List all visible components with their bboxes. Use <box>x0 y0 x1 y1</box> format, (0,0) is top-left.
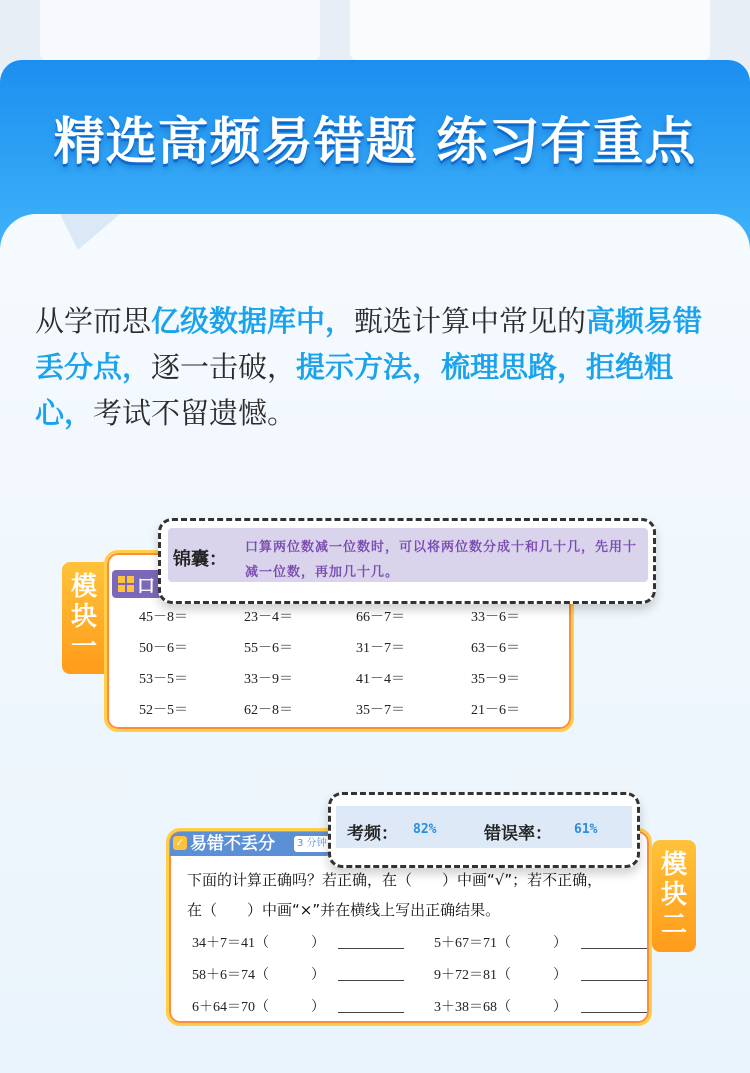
check-item: 58＋6＝74（ ） <box>192 968 325 983</box>
problem-item: 45－8＝ <box>139 610 188 625</box>
check-item: 5＋67＝71（ ） <box>434 936 567 951</box>
frequency-value: 82% <box>413 822 437 837</box>
answer-blank-line[interactable] <box>338 980 404 981</box>
module-two-tag: 模块二 <box>652 840 696 952</box>
faded-preview-left <box>40 0 320 62</box>
problem-item: 21－6＝ <box>471 703 520 718</box>
intro-highlight-1: 亿级数据库中， <box>151 304 355 338</box>
check-icon: ✓ <box>173 836 187 850</box>
banner-title: 精选高频易错题 练习有重点 <box>53 113 697 172</box>
answer-blank-line[interactable] <box>581 1012 647 1013</box>
tip-text: 口算两位数减一位数时，可以将两位数分成十和几十几，先用十减一位数，再加几十几。 <box>245 540 638 580</box>
problem-item: 53－5＝ <box>139 672 188 687</box>
intro-highlight-2: 高频易错丢分点， <box>35 304 703 384</box>
answer-blank-line[interactable] <box>581 948 647 949</box>
timer-badge: 3 分钟 <box>294 836 330 852</box>
module-one-header-label: 口 <box>137 576 155 597</box>
problem-item: 23－4＝ <box>244 610 293 625</box>
module-two-title: 易错不丢分 <box>190 834 275 854</box>
problem-item: 35－7＝ <box>356 703 405 718</box>
module-one-tag: 模块一 <box>62 562 106 674</box>
check-item: 34＋7＝41（ ） <box>192 936 325 951</box>
answer-blank-line[interactable] <box>338 1012 404 1013</box>
intro-highlight-3: 提示方法，梳理思路，拒绝粗心， <box>35 350 674 430</box>
answer-blank-line[interactable] <box>581 980 647 981</box>
error-rate-label: 错误率： <box>484 824 552 844</box>
intro-paragraph <box>35 298 725 436</box>
check-item: 3＋38＝68（ ） <box>434 1000 567 1015</box>
tip-label: 锦囊： <box>173 549 227 570</box>
check-item: 6＋64＝70（ ） <box>192 1000 325 1015</box>
intro-text-4: 考试不留遗憾。 <box>93 396 297 430</box>
problem-item: 35－9＝ <box>471 672 520 687</box>
problem-item: 50－6＝ <box>139 641 188 656</box>
problem-item: 63－6＝ <box>471 641 520 656</box>
intro-text-3: 逐一击破， <box>151 350 297 384</box>
check-item: 9＋72＝81（ ） <box>434 968 567 983</box>
question-line-1: 下面的计算正确吗？若正确，在（ ）中画“√”；若不正确， <box>187 871 603 889</box>
question-line-2: 在（ ）中画“×”并在横线上写出正确结果。 <box>187 901 501 919</box>
grid-icon <box>118 576 134 592</box>
problem-item: 33－9＝ <box>244 672 293 687</box>
faded-preview-right <box>350 0 710 62</box>
problem-item: 55－6＝ <box>244 641 293 656</box>
problem-item: 31－7＝ <box>356 641 405 656</box>
frequency-label: 考频： <box>347 824 398 844</box>
problem-item: 66－7＝ <box>356 610 405 625</box>
intro-text-1: 从学而思 <box>35 304 152 338</box>
answer-blank-line[interactable] <box>338 948 404 949</box>
problem-item: 33－6＝ <box>471 610 520 625</box>
problem-item: 62－8＝ <box>244 703 293 718</box>
intro-text-2: 甄选计算中常见的 <box>354 304 587 338</box>
problem-item: 52－5＝ <box>139 703 188 718</box>
problem-item: 41－4＝ <box>356 672 405 687</box>
error-rate-value: 61% <box>574 822 598 837</box>
